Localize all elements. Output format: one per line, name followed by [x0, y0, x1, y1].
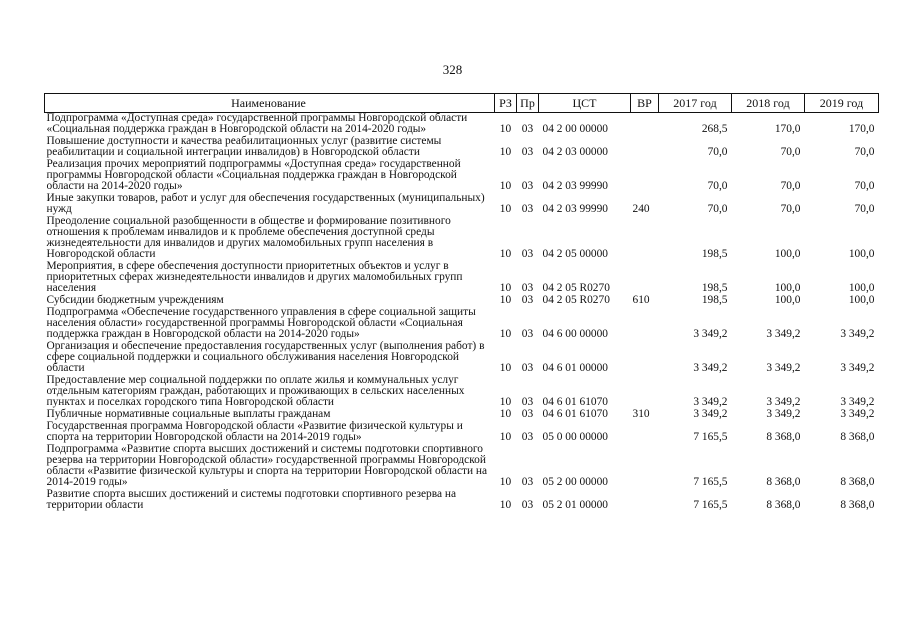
- row-pr: 03: [521, 282, 534, 294]
- row-value-2017: 3 349,2: [693, 328, 728, 340]
- row-value-2017: 3 349,2: [693, 408, 728, 420]
- row-value-2018: 8 368,0: [766, 476, 801, 488]
- row-vr: [631, 421, 659, 444]
- row-rz: 10: [499, 282, 512, 294]
- row-value-2017: 70,0: [707, 203, 728, 215]
- row-value-2018: 100,0: [774, 294, 801, 306]
- table-row: [45, 136, 879, 159]
- row-value-2019: 8 368,0: [840, 476, 875, 488]
- row-name: Иные закупки товаров, работ и услуг для обеспечения государственных (муниципальных) нужд: [46, 192, 485, 215]
- row-value-2019: 100,0: [848, 294, 875, 306]
- row-name: Подпрограмма «Обеспечение государственного управления в сфере социальной защиты населения области» государственной программы Новгородской области «Социальная поддержка граждан в Новгородской области на 2014-2020 годы»: [46, 306, 476, 340]
- row-vr: [631, 216, 659, 261]
- row-vr: [631, 159, 659, 193]
- row-value-2019: 8 368,0: [840, 431, 875, 443]
- row-cst: 05 0 00 00000: [542, 431, 608, 443]
- row-pr: 03: [521, 362, 534, 374]
- row-pr: 03: [521, 396, 534, 408]
- row-value-2018: 3 349,2: [766, 408, 801, 420]
- table-row: [45, 113, 879, 137]
- row-name: Предоставление мер социальной поддержки по оплате жилья и коммунальных услуг отдельным категориям граждан, работающих и проживающих в сельских населенных пунктах и поселках городского типа Новгородской области: [46, 374, 465, 408]
- row-value-2017: 198,5: [701, 294, 728, 306]
- table-row: [45, 421, 879, 444]
- row-value-2018: 8 368,0: [766, 499, 801, 511]
- row-value-2019: 170,0: [848, 123, 875, 135]
- row-value-2019: 8 368,0: [840, 499, 875, 511]
- row-cst: 04 2 05 00000: [542, 248, 608, 260]
- row-rz: 10: [499, 180, 512, 192]
- row-name: Подпрограмма «Развитие спорта высших достижений и системы подготовки спортивного резерва на территории Новгородской области» государственной программы Новгородской области «Развитие физической культуры и спорта на территории Новгородской области на 2014-2019 годы»: [46, 443, 488, 488]
- header-row: [45, 94, 879, 113]
- row-value-2017: 198,5: [701, 282, 728, 294]
- table-row: [45, 193, 879, 216]
- row-cst: 04 2 05 R0270: [542, 294, 610, 306]
- table-row: [45, 489, 879, 512]
- row-pr: 03: [521, 431, 534, 443]
- row-value-2019: 70,0: [854, 203, 875, 215]
- row-rz: 10: [499, 248, 512, 260]
- row-value-2019: 3 349,2: [840, 362, 875, 374]
- table-row: [45, 261, 879, 295]
- row-cst: 04 2 05 R0270: [542, 282, 610, 294]
- row-value-2017: 3 349,2: [693, 362, 728, 374]
- row-name: Подпрограмма «Доступная среда» государственной программы Новгородской области «Социальная поддержка граждан в Новгородской области на 2014-2020 годы»: [46, 112, 468, 135]
- table-row: [45, 375, 879, 409]
- row-pr: 03: [521, 476, 534, 488]
- row-pr: 03: [521, 328, 534, 340]
- row-cst: 04 6 01 61070: [542, 408, 608, 420]
- row-value-2018: 70,0: [780, 146, 801, 158]
- row-vr: 240: [632, 203, 650, 215]
- row-vr: [631, 375, 659, 409]
- row-value-2017: 7 165,5: [693, 431, 728, 443]
- row-value-2018: 70,0: [780, 203, 801, 215]
- row-value-2019: 100,0: [848, 248, 875, 260]
- table-row: [45, 444, 879, 489]
- row-value-2019: 3 349,2: [840, 408, 875, 420]
- row-vr: 310: [632, 408, 650, 420]
- row-rz: 10: [499, 431, 512, 443]
- row-name: Субсидии бюджетным учреждениям: [46, 294, 224, 306]
- row-rz: 10: [499, 396, 512, 408]
- row-rz: 10: [499, 294, 512, 306]
- header-2018: 2018 год: [732, 94, 805, 113]
- row-name: Реализация прочих мероприятий подпрограммы «Доступная среда» государственной программы Новгородской области «Социальная поддержка граждан в Новгородской области на 2014-2020 годы»: [46, 158, 461, 192]
- row-pr: 03: [521, 499, 534, 511]
- row-name: Повышение доступности и качества реабилитационных услуг (развитие системы реабилитации и социальной интеграции инвалидов) в Новгородской области: [46, 135, 442, 158]
- row-value-2017: 70,0: [707, 180, 728, 192]
- row-value-2019: 70,0: [854, 180, 875, 192]
- row-rz: 10: [499, 476, 512, 488]
- row-rz: 10: [499, 146, 512, 158]
- header-name: Наименование: [45, 94, 495, 113]
- row-value-2019: 3 349,2: [840, 396, 875, 408]
- row-vr: [631, 113, 659, 137]
- table-row: [45, 159, 879, 193]
- row-cst: 04 6 01 61070: [542, 396, 608, 408]
- row-pr: 03: [521, 180, 534, 192]
- row-cst: 04 2 03 99990: [542, 180, 608, 192]
- row-pr: 03: [521, 123, 534, 135]
- header-pr: Пр: [517, 94, 539, 113]
- row-value-2018: 100,0: [774, 248, 801, 260]
- row-value-2018: 70,0: [780, 180, 801, 192]
- row-cst: 05 2 01 00000: [542, 499, 608, 511]
- row-cst: 04 6 00 00000: [542, 328, 608, 340]
- row-value-2019: 100,0: [848, 282, 875, 294]
- row-vr: [631, 489, 659, 512]
- header-2017: 2017 год: [659, 94, 732, 113]
- row-value-2017: 7 165,5: [693, 499, 728, 511]
- table-row: [45, 307, 879, 341]
- row-value-2018: 3 349,2: [766, 362, 801, 374]
- row-value-2018: 3 349,2: [766, 396, 801, 408]
- row-value-2017: 198,5: [701, 248, 728, 260]
- row-vr: [631, 341, 659, 375]
- row-cst: 04 6 01 00000: [542, 362, 608, 374]
- row-value-2017: 70,0: [707, 146, 728, 158]
- row-cst: 04 2 03 99990: [542, 203, 608, 215]
- row-rz: 10: [499, 499, 512, 511]
- row-name: Развитие спорта высших достижений и системы подготовки спортивного резерва на территории области: [46, 488, 457, 511]
- row-cst: 05 2 00 00000: [542, 476, 608, 488]
- page-number: 328: [442, 62, 463, 77]
- header-vr: ВР: [631, 94, 659, 113]
- row-value-2017: 7 165,5: [693, 476, 728, 488]
- header-2019: 2019 год: [805, 94, 879, 113]
- header-rz: РЗ: [495, 94, 517, 113]
- row-value-2017: 3 349,2: [693, 396, 728, 408]
- row-name: Государственная программа Новгородской области «Развитие физической культуры и спорта на территории Новгородской области на 2014-2019 годы»: [46, 420, 463, 443]
- row-vr: 610: [632, 294, 650, 306]
- header-cst: ЦСТ: [539, 94, 631, 113]
- table-row: [45, 216, 879, 261]
- row-name: Преодоление социальной разобщенности в обществе и формирование позитивного отношения к проблемам инвалидов и к проблеме обеспечения доступной среды жизнедеятельности для инвалидов и других маломобильных групп населения в Новгородской области: [46, 215, 451, 260]
- row-rz: 10: [499, 408, 512, 420]
- row-name: Организация и обеспечение предоставления государственных услуг (выполнения работ) в сфере социальной поддержки и социального обслуживания населения Новгородской области: [46, 340, 485, 374]
- row-rz: 10: [499, 328, 512, 340]
- row-cst: 04 2 00 00000: [542, 123, 608, 135]
- row-rz: 10: [499, 362, 512, 374]
- row-vr: [631, 444, 659, 489]
- row-name: Публичные нормативные социальные выплаты гражданам: [46, 408, 331, 420]
- row-value-2019: 70,0: [854, 146, 875, 158]
- row-value-2017: 268,5: [701, 123, 728, 135]
- row-rz: 10: [499, 123, 512, 135]
- row-pr: 03: [521, 294, 534, 306]
- budget-table: [44, 93, 879, 512]
- table-body: [45, 113, 879, 513]
- row-pr: 03: [521, 408, 534, 420]
- row-vr: [631, 261, 659, 295]
- table-row: [45, 341, 879, 375]
- row-value-2018: 170,0: [774, 123, 801, 135]
- row-value-2019: 3 349,2: [840, 328, 875, 340]
- row-vr: [631, 136, 659, 159]
- row-pr: 03: [521, 146, 534, 158]
- row-name: Мероприятия, в сфере обеспечения доступности приоритетных объектов и услуг в приоритетных сферах жизнедеятельности инвалидов и других маломобильных групп населения: [46, 260, 463, 294]
- row-pr: 03: [521, 203, 534, 215]
- row-rz: 10: [499, 203, 512, 215]
- row-cst: 04 2 03 00000: [542, 146, 608, 158]
- row-pr: 03: [521, 248, 534, 260]
- row-value-2018: 100,0: [774, 282, 801, 294]
- row-vr: [631, 307, 659, 341]
- row-value-2018: 3 349,2: [766, 328, 801, 340]
- row-value-2018: 8 368,0: [766, 431, 801, 443]
